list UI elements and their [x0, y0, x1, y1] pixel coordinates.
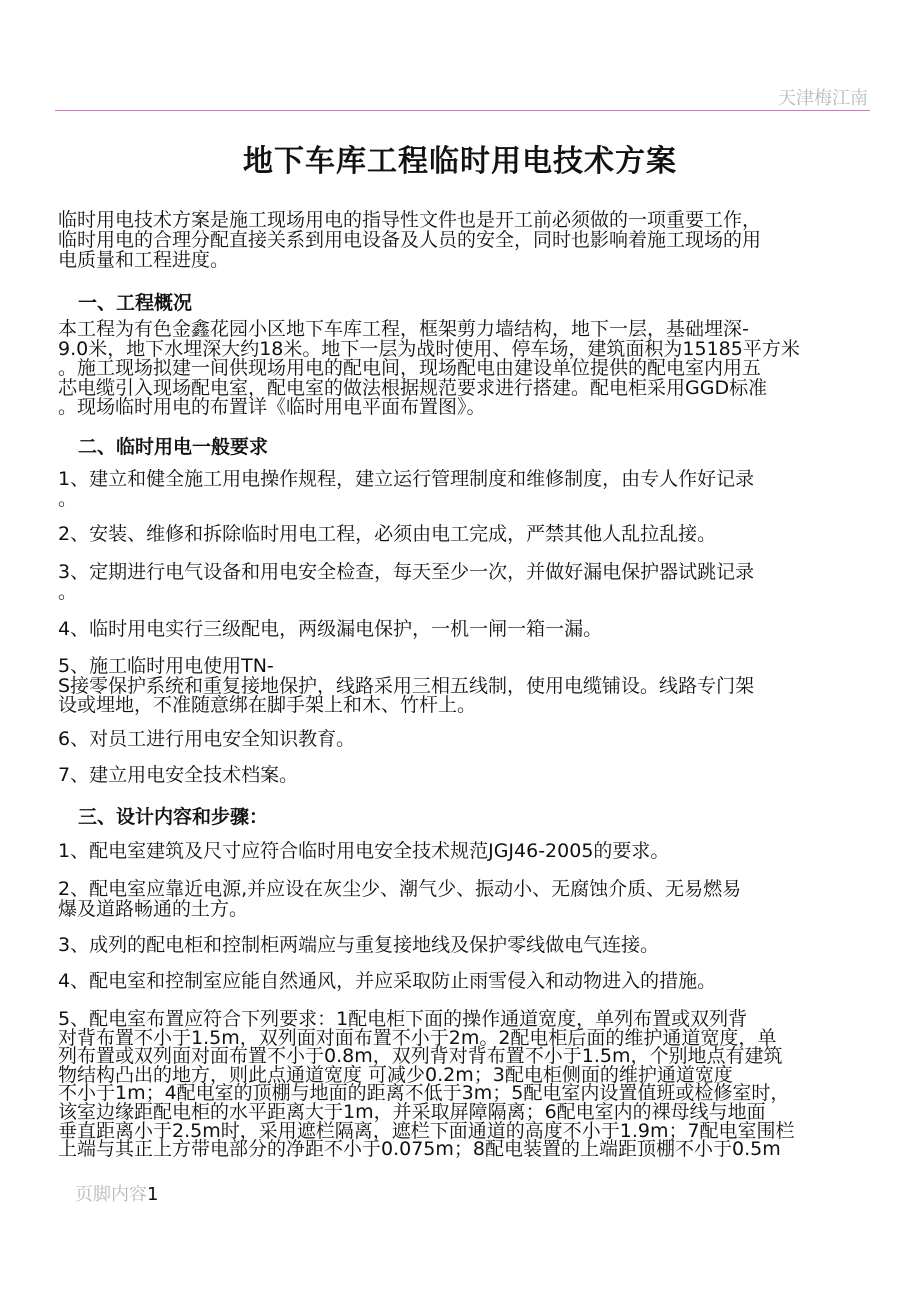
text-line: 芯电缆引入现场配电室，配电室的做法根据规范要求进行搭建。配电柜采用GGD标准 — [58, 376, 768, 399]
page-number: 1 — [147, 1184, 159, 1205]
footer — [75, 1180, 158, 1206]
text-line: 本工程为有色金鑫花园小区地下车库工程，框架剪力墙结构，地下一层，基础埋深- — [58, 318, 749, 340]
text-line: 1、建立和健全施工用电操作规程，建立运行管理制度和维修制度，由专人作好记录 — [58, 468, 755, 490]
text-line: 临时用电技术方案是施工现场用电的指导性文件也是开工前必须做的一项重要工作， — [58, 209, 762, 231]
header-divider — [55, 110, 870, 111]
header-text: 天津梅江南 — [778, 88, 868, 109]
text-line: 。施工现场拟建一间供现场用电的配电间，现场配电由建设单位提供的配电室内用五 — [58, 357, 762, 379]
text-line: 临时用电的合理分配直接关系到用电设备及人员的安全，同时也影响着施工现场的用 — [58, 229, 762, 251]
text-line: 。 — [58, 580, 78, 603]
text-line: S接零保护系统和重复接地保护，线路采用三相五线制，使用电缆铺设。线路专门架 — [58, 674, 755, 697]
paragraph — [58, 657, 870, 716]
paragraph — [58, 880, 870, 919]
text-line: 垂直距离小于2.5m时，采用遮栏隔离，遮栏下面通道的高度不小于1.9m；7配电室围栏 — [58, 1119, 795, 1142]
paragraph — [58, 525, 870, 545]
paragraph — [58, 766, 870, 786]
text-line: 4、配电室和控制室应能自然通风，并应采取防止雨雪侵入和动物进入的措施。 — [58, 970, 717, 992]
text-line: 6、对员工进行用电安全知识教育。 — [58, 728, 356, 750]
section-heading: 三、设计内容和步骤： — [78, 806, 269, 828]
text-line: 不小于1m；4配电室的顶棚与地面的距离不低于3m；5配电室内设置值班或检修室时， — [58, 1082, 790, 1105]
text-line: 。 — [58, 487, 78, 510]
text-line: 4、临时用电实行三级配电，两级漏电保护，一机一闸一箱一漏。 — [58, 618, 603, 640]
text-line: 上端与其正上方带电部分的净距不小于0.075m；8配电装置的上端距顶棚不小于0.5m — [58, 1138, 781, 1161]
paragraph — [58, 730, 870, 750]
text-line: 该室边缘距配电柜的水平距离大于1m，并采取屏障隔离；6配电室内的裸母线与地面 — [58, 1100, 766, 1123]
text-line: 2、安装、维修和拆除临时用电工程，必须由电工完成，严禁其他人乱拉乱接。 — [58, 523, 717, 545]
paragraph — [58, 210, 870, 270]
paragraph — [58, 972, 870, 992]
footer-label: 页脚内容 — [75, 1184, 147, 1205]
paragraph — [58, 1010, 870, 1159]
text-line: 列布置或双列面对面布置不小于0.8m，双列背对背布置不小于1.5m，个别地点有建筑 — [58, 1045, 783, 1068]
text-line: 3、定期进行电气设备和用电安全检查，每天至少一次，并做好漏电保护器试跳记录 — [58, 561, 755, 583]
text-line: 5、配电室布置应符合下列要求：1配电柜下面的操作通道宽度，单列布置或双列背 — [58, 1008, 748, 1030]
paragraph — [58, 563, 870, 602]
text-line: 爆及道路畅通的土方。 — [58, 897, 249, 920]
paragraph — [58, 936, 870, 956]
paragraph — [58, 470, 870, 509]
text-line: 电质量和工程进度。 — [58, 249, 230, 271]
paragraph — [58, 620, 870, 640]
paragraph — [58, 842, 870, 862]
text-line: 对背布置不小于1.5m，双列面对面布置不小于2m。2配电柜后面的维护通道宽度，单 — [58, 1026, 777, 1049]
text-line: 3、成列的配电柜和控制柜两端应与重复接地线及保护零线做电气连接。 — [58, 934, 660, 956]
document-title: 地下车库工程临时用电技术方案 — [243, 144, 677, 179]
section-heading: 二、临时用电一般要求 — [78, 436, 269, 458]
text-line: 设或埋地，不准随意绑在脚手架上和木、竹杆上。 — [58, 694, 477, 716]
text-line: 。现场临时用电的布置详《临时用电平面布置图》。 — [58, 396, 486, 418]
paragraph — [58, 320, 870, 418]
text-line: 2、配电室应靠近电源,并应设在灰尘少、潮气少、振动小、无腐蚀介质、无易燃易 — [58, 878, 742, 900]
text-line: 物结构凸出的地方，则此点通道宽度 可减少0.2m；3配电柜侧面的维护通道宽度 — [58, 1063, 733, 1086]
text-line: 1、配电室建筑及尺寸应符合临时用电安全技术规范JGJ46-2005的要求。 — [58, 840, 670, 862]
text-line: 7、建立用电安全技术档案。 — [58, 764, 299, 786]
text-line: 5、施工临时用电使用TN- — [58, 655, 274, 677]
text-line: 9.0米，地下水埋深大约18米。地下一层为战时使用、停车场，建筑面积为15185平方米 — [58, 337, 800, 360]
section-heading: 一、工程概况 — [78, 292, 193, 314]
